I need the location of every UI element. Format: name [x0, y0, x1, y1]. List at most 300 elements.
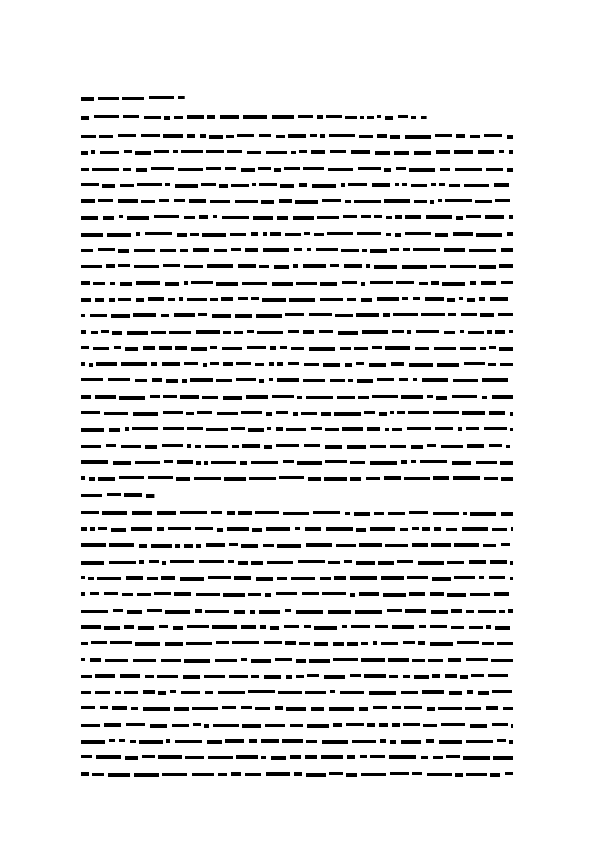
word-mark	[270, 626, 279, 630]
word-mark	[385, 116, 393, 120]
word-mark	[362, 249, 367, 252]
word-mark	[468, 331, 484, 334]
word-mark	[503, 707, 513, 710]
word-mark	[348, 183, 367, 186]
word-mark	[177, 233, 187, 237]
word-mark	[362, 330, 388, 334]
word-mark	[434, 527, 441, 531]
word-mark	[433, 476, 449, 480]
word-mark	[110, 641, 132, 644]
text-line	[81, 571, 513, 587]
word-mark	[223, 331, 231, 334]
word-mark	[81, 675, 92, 678]
word-mark	[499, 150, 504, 153]
word-mark	[81, 183, 99, 186]
word-mark	[317, 115, 323, 119]
word-mark	[109, 561, 136, 564]
word-mark	[110, 282, 115, 285]
word-mark	[120, 282, 132, 286]
word-mark	[305, 691, 326, 694]
word-mark	[333, 723, 342, 727]
text-line-graphic	[81, 510, 513, 518]
word-mark	[270, 232, 281, 236]
word-mark	[81, 135, 96, 138]
word-mark	[231, 248, 241, 251]
word-mark	[111, 528, 126, 532]
word-mark	[438, 199, 442, 202]
word-mark	[169, 331, 191, 334]
word-mark	[142, 755, 155, 758]
word-mark	[213, 215, 217, 218]
word-mark	[487, 330, 492, 334]
word-mark	[126, 576, 143, 580]
word-mark	[81, 642, 88, 645]
word-mark	[133, 313, 156, 317]
word-mark	[121, 445, 141, 448]
word-mark	[333, 642, 344, 646]
word-mark	[166, 739, 170, 743]
text-line-graphic	[81, 754, 513, 762]
word-mark	[109, 428, 120, 432]
word-mark	[240, 461, 247, 465]
word-mark	[387, 609, 402, 612]
word-mark	[242, 724, 261, 728]
word-mark	[132, 511, 152, 515]
word-mark	[247, 151, 261, 154]
word-mark	[354, 512, 370, 516]
word-mark	[455, 773, 463, 777]
word-mark	[81, 298, 91, 302]
word-mark	[340, 347, 351, 350]
word-mark	[334, 576, 346, 580]
text-line-graphic	[81, 722, 513, 730]
word-mark	[469, 626, 483, 629]
word-mark	[384, 199, 410, 203]
word-mark	[495, 330, 505, 334]
word-mark	[90, 527, 95, 531]
word-mark	[270, 346, 276, 350]
word-mark	[261, 200, 274, 204]
word-mark	[262, 298, 286, 302]
word-mark	[234, 331, 243, 334]
word-mark	[374, 215, 382, 218]
word-mark	[255, 707, 270, 710]
word-mark	[163, 427, 184, 430]
word-mark	[285, 233, 301, 236]
word-mark	[121, 362, 147, 366]
word-mark	[489, 444, 502, 447]
document-body	[81, 95, 513, 783]
word-mark	[286, 428, 306, 431]
word-mark	[408, 411, 429, 414]
word-mark	[222, 216, 249, 219]
word-mark	[330, 264, 339, 267]
word-mark	[277, 544, 301, 548]
word-mark	[204, 724, 209, 728]
word-mark	[383, 313, 390, 317]
word-mark	[253, 216, 273, 220]
word-mark	[81, 740, 105, 744]
word-mark	[145, 445, 157, 449]
document-subheading	[81, 114, 513, 124]
word-mark	[412, 543, 428, 547]
word-mark	[269, 362, 274, 366]
word-mark	[307, 724, 329, 728]
word-mark	[336, 544, 356, 547]
text-line	[81, 357, 513, 373]
word-mark	[184, 362, 198, 365]
text-line-graphic	[81, 738, 513, 746]
word-mark	[373, 641, 377, 645]
word-mark	[222, 347, 242, 350]
word-mark	[444, 331, 455, 334]
word-mark	[439, 740, 462, 744]
word-mark	[165, 282, 179, 286]
word-mark	[227, 511, 235, 515]
word-mark	[205, 691, 213, 694]
word-mark	[259, 183, 277, 186]
word-mark	[470, 724, 487, 728]
word-mark	[81, 168, 89, 171]
word-mark	[462, 527, 488, 531]
word-mark	[93, 347, 109, 350]
text-line-graphic	[81, 345, 513, 353]
word-mark	[425, 297, 444, 301]
word-mark	[135, 642, 160, 646]
word-mark	[291, 577, 315, 580]
word-mark	[395, 233, 401, 237]
word-mark	[232, 445, 239, 448]
word-mark	[257, 331, 283, 334]
word-mark	[205, 610, 229, 613]
text-line-graphic	[81, 95, 185, 103]
word-mark	[299, 150, 307, 153]
paragraph-2	[81, 506, 513, 783]
word-mark	[263, 248, 289, 252]
word-mark	[276, 135, 285, 138]
word-mark	[447, 298, 455, 302]
word-mark	[466, 658, 488, 661]
word-mark	[91, 331, 98, 334]
word-mark	[428, 659, 443, 662]
text-line-graphic	[81, 542, 513, 550]
word-mark	[481, 281, 496, 285]
word-mark	[449, 691, 462, 695]
word-mark	[426, 739, 434, 743]
word-mark	[92, 773, 104, 776]
text-line	[81, 587, 513, 603]
word-mark	[216, 379, 232, 382]
word-mark	[267, 561, 293, 564]
word-mark	[347, 642, 358, 646]
word-mark	[162, 362, 180, 366]
word-mark	[149, 96, 174, 99]
word-mark	[164, 116, 170, 120]
text-line-graphic	[81, 475, 513, 483]
word-mark	[212, 625, 237, 629]
word-mark	[377, 134, 387, 138]
word-mark	[274, 265, 289, 269]
word-mark	[330, 150, 346, 153]
word-mark	[291, 151, 296, 154]
word-mark	[182, 379, 187, 383]
word-mark	[131, 707, 138, 710]
word-mark	[409, 363, 433, 367]
word-mark	[358, 396, 369, 399]
word-mark	[137, 593, 151, 596]
word-mark	[90, 658, 101, 662]
word-mark	[388, 658, 409, 662]
word-mark	[102, 184, 115, 188]
word-mark	[323, 363, 340, 367]
word-mark	[81, 511, 99, 514]
word-mark	[81, 527, 87, 531]
word-mark	[160, 249, 176, 252]
text-line-graphic	[81, 657, 513, 665]
word-mark	[247, 330, 254, 333]
word-mark	[492, 690, 512, 693]
word-mark	[434, 347, 456, 350]
word-mark	[100, 151, 119, 154]
word-mark	[390, 248, 399, 251]
word-mark	[205, 445, 228, 448]
word-mark	[106, 264, 115, 268]
word-mark	[102, 511, 127, 515]
word-mark	[306, 773, 326, 777]
word-mark	[134, 249, 155, 252]
word-mark	[333, 658, 358, 661]
text-line-graphic	[81, 410, 513, 418]
word-mark	[221, 297, 233, 301]
text-line-graphic	[81, 166, 513, 174]
word-mark	[397, 411, 405, 414]
word-mark	[81, 592, 85, 596]
word-mark	[81, 755, 92, 758]
word-mark	[271, 756, 286, 760]
word-mark	[466, 610, 474, 613]
word-mark	[124, 625, 134, 629]
word-mark	[119, 215, 123, 218]
word-mark	[157, 527, 164, 531]
word-mark	[238, 297, 248, 300]
word-mark	[421, 116, 427, 119]
word-mark	[192, 773, 214, 776]
word-mark	[267, 427, 271, 430]
word-mark	[284, 625, 299, 628]
word-mark	[297, 396, 302, 399]
word-mark	[248, 690, 275, 693]
word-mark	[322, 592, 346, 595]
text-line	[81, 669, 513, 685]
word-mark	[421, 313, 445, 316]
word-mark	[311, 150, 325, 154]
word-mark	[489, 411, 505, 415]
word-mark	[489, 576, 505, 579]
word-mark	[295, 200, 318, 204]
word-mark	[385, 544, 408, 547]
text-line	[81, 162, 513, 178]
word-mark	[369, 691, 396, 695]
word-mark	[163, 134, 183, 138]
word-mark	[427, 444, 436, 447]
word-mark	[137, 183, 162, 186]
word-mark	[176, 477, 190, 481]
word-mark	[438, 707, 462, 710]
word-mark	[435, 427, 453, 430]
word-mark	[81, 265, 102, 268]
word-mark	[298, 560, 325, 563]
word-mark	[405, 135, 431, 139]
word-mark	[389, 755, 416, 759]
word-mark	[259, 379, 264, 383]
word-mark	[466, 427, 479, 430]
word-mark	[283, 460, 294, 463]
word-mark	[81, 249, 93, 252]
text-line	[81, 555, 513, 571]
word-mark	[181, 691, 200, 694]
word-mark	[407, 427, 431, 430]
word-mark	[195, 445, 201, 448]
word-mark	[492, 723, 508, 726]
word-mark	[249, 739, 257, 743]
word-mark	[266, 772, 290, 776]
word-mark	[351, 625, 370, 628]
word-mark	[274, 168, 281, 172]
word-mark	[152, 378, 162, 382]
word-mark	[401, 460, 407, 464]
word-mark	[361, 658, 385, 662]
word-mark	[469, 560, 486, 564]
word-mark	[195, 609, 202, 613]
word-mark	[211, 461, 236, 464]
word-mark	[320, 298, 343, 301]
word-mark	[163, 411, 183, 414]
word-mark	[285, 641, 296, 645]
word-mark	[442, 282, 465, 286]
word-mark	[112, 331, 122, 335]
word-mark	[178, 168, 203, 171]
word-mark	[385, 428, 389, 431]
word-mark	[210, 346, 217, 349]
word-mark	[198, 313, 207, 316]
word-mark	[330, 690, 335, 693]
word-mark	[168, 527, 191, 530]
word-mark	[246, 395, 268, 399]
word-mark	[264, 445, 272, 449]
word-mark	[258, 167, 271, 170]
word-mark	[135, 461, 160, 464]
word-mark	[114, 346, 121, 349]
word-mark	[125, 756, 138, 760]
word-mark	[97, 577, 121, 580]
word-mark	[444, 248, 465, 252]
word-mark	[419, 625, 426, 628]
text-line	[81, 129, 513, 145]
word-mark	[507, 135, 513, 139]
word-mark	[361, 215, 371, 218]
word-mark	[329, 707, 354, 711]
word-mark	[422, 378, 448, 382]
word-mark	[432, 674, 440, 678]
word-mark	[440, 168, 450, 171]
word-mark	[497, 642, 513, 645]
word-mark	[296, 610, 323, 614]
word-mark	[81, 428, 104, 432]
word-mark	[301, 412, 317, 415]
word-mark	[314, 642, 328, 646]
word-mark	[361, 282, 365, 286]
word-mark	[139, 740, 163, 744]
word-mark	[127, 216, 149, 220]
word-mark	[150, 724, 167, 728]
word-mark	[347, 298, 356, 301]
word-mark	[161, 314, 169, 317]
word-mark	[187, 625, 209, 628]
word-mark	[136, 298, 144, 302]
word-mark	[183, 675, 200, 679]
word-mark	[255, 363, 264, 366]
word-mark	[286, 675, 292, 679]
word-mark	[81, 610, 108, 613]
word-mark	[193, 248, 209, 252]
word-mark	[98, 477, 115, 481]
word-mark	[81, 445, 101, 448]
word-mark	[486, 625, 491, 629]
word-mark	[93, 282, 105, 285]
word-mark	[303, 379, 325, 382]
word-mark	[486, 706, 498, 710]
word-mark	[495, 199, 510, 202]
word-mark	[151, 167, 174, 170]
word-mark	[441, 723, 465, 726]
text-line-graphic	[81, 280, 513, 288]
text-line-graphic	[81, 575, 513, 583]
word-mark	[200, 134, 206, 138]
word-mark	[252, 183, 256, 186]
paragraph-1	[81, 129, 513, 504]
word-mark	[511, 527, 513, 531]
word-mark	[194, 477, 221, 480]
word-mark	[451, 609, 462, 613]
word-mark	[206, 543, 225, 547]
word-mark	[495, 626, 510, 630]
word-mark	[95, 691, 110, 694]
word-mark	[479, 576, 484, 579]
word-mark	[483, 544, 496, 547]
word-mark	[388, 512, 405, 515]
word-mark	[145, 675, 154, 678]
word-mark	[157, 675, 178, 678]
word-mark	[314, 233, 324, 236]
word-mark	[402, 183, 407, 186]
word-mark	[260, 625, 266, 629]
word-mark	[366, 477, 380, 480]
word-mark	[476, 233, 502, 237]
word-mark	[326, 115, 342, 118]
word-mark	[488, 674, 508, 677]
word-mark	[101, 330, 109, 333]
word-mark	[348, 379, 353, 382]
word-mark	[104, 412, 128, 415]
word-mark	[430, 625, 447, 628]
word-mark	[352, 740, 376, 743]
word-mark	[111, 314, 130, 318]
word-mark	[210, 362, 219, 365]
word-mark	[448, 313, 456, 316]
word-mark	[327, 232, 353, 235]
word-mark	[491, 659, 513, 662]
word-mark	[403, 723, 420, 726]
